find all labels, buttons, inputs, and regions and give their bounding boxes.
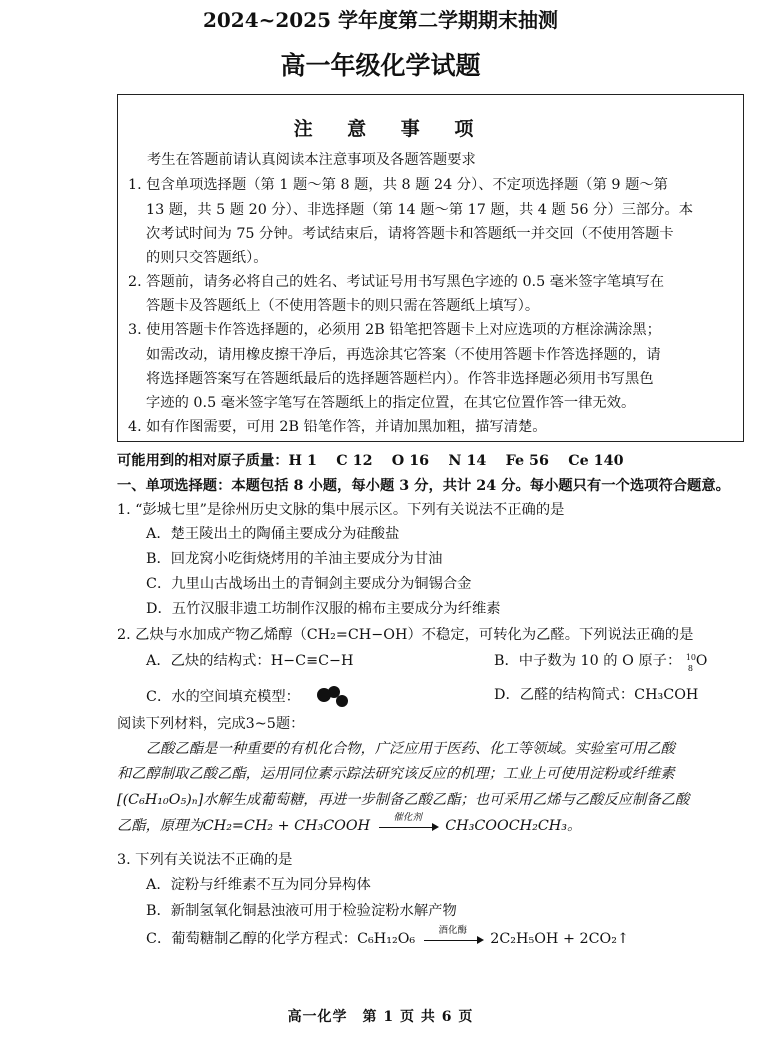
notice-intro: 考生在答题前请认真阅读本注意事项及各题答题要求 bbox=[147, 152, 476, 168]
isotope-mass-number: 10 bbox=[685, 653, 697, 662]
q1-stem: 1. “彭城七里”是徐州历史文脉的集中展示区。下列有关说法不正确的是 bbox=[117, 502, 565, 518]
q3-option-a: A．淀粉与纤维素不互为同分异构体 bbox=[146, 877, 371, 893]
notice-item-2-line-2: 答题卡及答题纸上（不使用答题卡的则只需在答题纸上填写）。 bbox=[146, 298, 540, 314]
q3-option-c-text: C．葡萄糖制乙醇的化学方程式：C₆H₁₂O₆ bbox=[146, 931, 416, 947]
reading-paragraph-line-1: 乙酸乙酯是一种重要的有机化合物，广泛应用于医药、化工等领域。实验室可用乙酸 bbox=[146, 741, 675, 757]
page-footer: 高一化学 第 1 页 共 6 页 bbox=[287, 1009, 474, 1025]
notice-item-3-line-2: 如需改动，请用橡皮擦干净后，再选涂其它答案（不使用答题卡作答选择题的，请 bbox=[146, 347, 661, 363]
notice-item-1-line-2: 13 题，共 5 题 20 分）、非选择题（第 14 题～第 17 题，共 4 题 56 分）三部分。本 bbox=[146, 202, 694, 218]
reaction-arrow bbox=[375, 812, 441, 834]
q1-option-c: C．九里山古战场出土的青铜剑主要成分为铜锡合金 bbox=[146, 576, 472, 592]
notice-item-4: 4. 如有作图需要，可用 2B 铅笔作答，并请加黑加粗，描写清楚。 bbox=[128, 419, 547, 435]
q3-option-c bbox=[146, 925, 629, 948]
q2-option-c-text: C．水的空间填充模型： bbox=[146, 689, 300, 705]
arrow-line bbox=[379, 827, 435, 828]
atomic-masses: 可能用到的相对原子质量：H 1 C 12 O 16 N 14 Fe 56 Ce 140 bbox=[117, 453, 624, 469]
q2-option-d: D．乙醛的结构简式：CH₃COH bbox=[494, 687, 699, 703]
reading-paragraph-line-2: 和乙醇制取乙酸乙酯，运用同位素示踪法研究该反应的机理；工业上可使用淀粉或纤维素 bbox=[117, 766, 675, 782]
notice-item-3-line-1: 3. 使用答题卡作答选择题的，必须用 2B 铅笔把答题卡上对应选项的方框涂满涂黑； bbox=[128, 322, 661, 338]
notice-item-3-line-4: 字迹的 0.5 毫米签字笔写在答题纸上的指定位置，在其它位置作答一律无效。 bbox=[146, 395, 636, 411]
fermentation-products: 2C₂H₅OH + 2CO₂↑ bbox=[490, 931, 629, 947]
q3-option-b: B．新制氢氧化铜悬浊液可用于检验淀粉水解产物 bbox=[146, 903, 457, 919]
q2-option-a: A．乙炔的结构式：H−C≡C−H bbox=[146, 653, 354, 669]
exam-title: 2024~2025 学年度第二学期期末抽测 bbox=[202, 8, 559, 32]
q2-option-b-text: B．中子数为 10 的 O 原子： bbox=[494, 653, 682, 669]
notice-item-1-line-1: 1. 包含单项选择题（第 1 题～第 8 题，共 8 题 24 分）、不定项选择题（第 9 题～第 bbox=[128, 177, 668, 193]
notice-item-1-line-4: 的则只交答题纸）。 bbox=[146, 250, 268, 266]
fermentation-arrow bbox=[420, 925, 486, 947]
reading-paragraph-line-3: [(C₆H₁₀O₅)ₙ]水解生成葡萄糖，再进一步制备乙酸乙酯；也可采用乙烯与乙酸反应制备乙酸 bbox=[117, 792, 690, 808]
reaction-product: CH₃COOCH₂CH₃。 bbox=[445, 818, 582, 834]
q2-option-b bbox=[494, 652, 708, 673]
q3-stem: 3. 下列有关说法不正确的是 bbox=[117, 852, 293, 868]
fermentation-enzyme-label: 酒化酶 bbox=[438, 925, 467, 936]
isotope-atomic-number: 8 bbox=[687, 664, 693, 673]
water-space-filling-model-icon bbox=[304, 686, 348, 708]
notice-box bbox=[117, 94, 744, 442]
notice-title: 注 意 事 项 bbox=[293, 118, 488, 140]
notice-item-2-line-1: 2. 答题前，请务必将自己的姓名、考试证号用书写黑色字迹的 0.5 毫米签字笔填写在 bbox=[128, 274, 665, 290]
arrow-line bbox=[424, 940, 480, 941]
isotope-symbol: O bbox=[695, 653, 708, 669]
section-1-heading: 一、单项选择题：本题包括 8 小题，每小题 3 分，共计 24 分。每小题只有一个选项符合题意。 bbox=[117, 478, 730, 494]
q1-option-b: B．回龙窝小吃街烧烤用的羊油主要成分为甘油 bbox=[146, 551, 443, 567]
arrow-head-icon bbox=[477, 936, 484, 944]
q2-option-c bbox=[146, 686, 348, 708]
paper-title: 高一年级化学试题 bbox=[280, 51, 481, 80]
reading-paragraph-line-4 bbox=[117, 812, 582, 835]
reading-prompt: 阅读下列材料，完成3~5题： bbox=[117, 716, 305, 732]
q1-option-a: A．楚王陵出土的陶俑主要成分为硅酸盐 bbox=[146, 526, 400, 542]
reaction-reactants: 乙酯，原理为CH₂=CH₂ + CH₃COOH bbox=[117, 818, 371, 834]
q1-option-d: D．五竹汉服非遗工坊制作汉服的棉布主要成分为纤维素 bbox=[146, 601, 501, 617]
notice-item-3-line-3: 将选择题答案写在答题纸最后的选择题答题栏内）。作答非选择题必须用书写黑色 bbox=[146, 371, 654, 387]
notice-item-1-line-3: 次考试时间为 75 分钟。考试结束后，请将答题卡和答题纸一并交回（不使用答题卡 bbox=[146, 226, 674, 242]
arrow-head-icon bbox=[432, 823, 439, 831]
q2-stem: 2. 乙炔与水加成产物乙烯醇（CH₂=CH−OH）不稳定，可转化为乙醛。下列说法正确的是 bbox=[117, 627, 694, 643]
isotope-notation bbox=[685, 652, 708, 673]
reaction-catalyst-label: 催化剂 bbox=[393, 812, 422, 823]
